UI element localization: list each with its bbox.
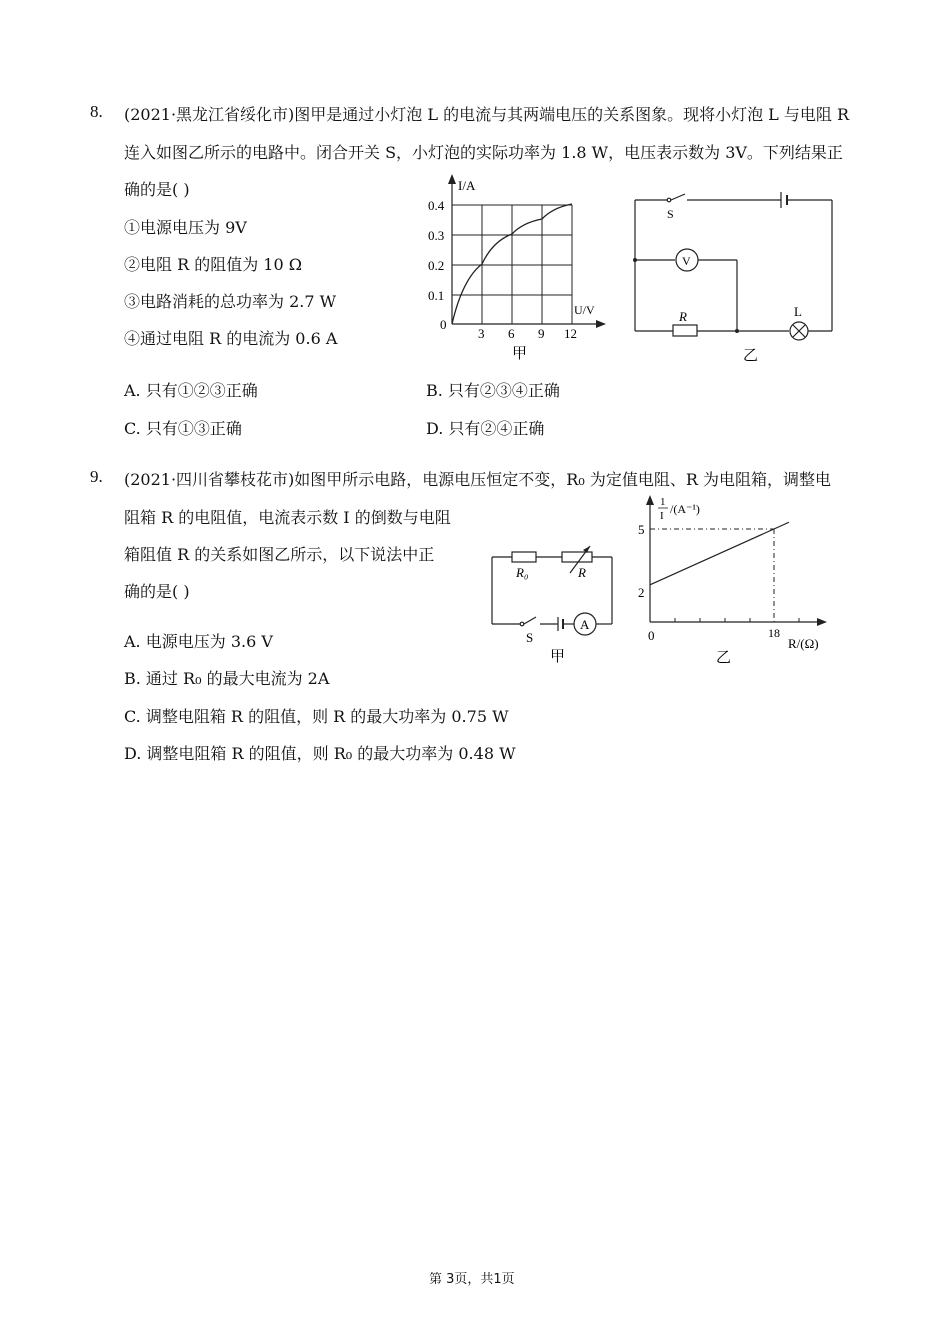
q8-graph-y-arrow	[448, 174, 456, 184]
q8-graph-x-arrow	[596, 320, 606, 328]
q9-resistance-box	[562, 552, 592, 562]
q9-option-c[interactable]: C. 调整电阻箱 R 的阻值，则 R 的最大功率为 0.75 W	[124, 707, 509, 726]
q9-inverse-current-graph	[632, 492, 844, 670]
q9-graph-y-tick-2: 2	[638, 585, 645, 600]
q8-graph-x-tick-6: 6	[508, 326, 515, 341]
q9-graph-x-label: R/(Ω)	[788, 636, 819, 651]
q9-stem-line3: 箱阻值 R 的关系如图乙所示，以下说法中正	[124, 545, 435, 564]
q8-graph-y-tick-0.2: 0.2	[428, 258, 445, 273]
q8-graph-x-label: U/V	[574, 303, 595, 317]
q8-item-1: ①电源电压为 9V	[124, 218, 247, 237]
q9-option-d[interactable]: D. 调整电阻箱 R 的阻值，则 R₀ 的最大功率为 0.48 W	[124, 744, 516, 763]
q8-iu-graph	[420, 172, 610, 364]
q8-lamp-label: L	[794, 304, 802, 319]
q9-r0-label: R₀	[516, 565, 529, 580]
q8-option-c[interactable]: C. 只有①③正确	[124, 419, 242, 438]
q9-graph-caption: 乙	[716, 650, 732, 666]
q9-ammeter-label: A	[580, 617, 590, 632]
q8-item-4: ④通过电阻 R 的电流为 0.6 A	[124, 329, 338, 348]
q8-option-b[interactable]: B. 只有②③④正确	[426, 381, 560, 400]
q8-voltmeter-label: V	[682, 254, 691, 268]
q8-item-3: ③电路消耗的总功率为 2.7 W	[124, 292, 337, 311]
q8-switch-blade	[671, 194, 685, 200]
q9-graph-y-arrow	[646, 495, 654, 505]
q9-stem-line1: (2021·四川省攀枝花市)如图甲所示电路，电源电压恒定不变，R₀ 为定值电阻、R 为电阻箱，调整电	[124, 470, 831, 489]
q8-switch-label: S	[667, 207, 674, 221]
q8-graph-origin: 0	[440, 317, 447, 332]
q9-graph-origin: 0	[648, 628, 655, 643]
q8-resistor-label: R	[679, 309, 687, 324]
q9-switch-blade	[524, 617, 536, 624]
q8-graph-caption: 甲	[512, 346, 528, 362]
q8-stem-line3: 确的是( )	[124, 180, 190, 199]
q9-r-label: R	[578, 565, 586, 580]
q9-option-b[interactable]: B. 通过 R₀ 的最大电流为 2A	[124, 669, 330, 688]
q8-graph-y-label: I/A	[458, 178, 476, 193]
q8-graph-y-tick-0.4: 0.4	[428, 198, 445, 213]
q9-graph-y-label-num: 1	[660, 496, 666, 508]
q8-junction-left	[633, 258, 637, 262]
q9-circuit-caption: 甲	[550, 649, 566, 665]
q9-circuit-diagram	[486, 545, 621, 667]
q9-graph-guide-lines	[650, 529, 774, 622]
q8-item-2: ②电阻 R 的阻值为 10 Ω	[124, 255, 303, 274]
q8-option-d[interactable]: D. 只有②④正确	[426, 419, 545, 438]
q8-graph-x-tick-9: 9	[538, 326, 545, 341]
q9-graph-y-unit: /(A⁻¹)	[670, 502, 700, 516]
q8-circuit-diagram	[625, 188, 840, 366]
q9-graph-x-tick-18: 18	[768, 626, 780, 640]
q8-junction-bottom	[735, 329, 739, 333]
q9-switch-label: S	[526, 630, 534, 645]
q8-resistor	[673, 325, 697, 336]
q9-graph-x-arrow	[817, 618, 827, 626]
q8-stem-line1: (2021·黑龙江省绥化市)图甲是通过小灯泡 L 的电流与其两端电压的关系图象。现将小灯泡 L 与电阻 R	[124, 105, 850, 124]
q9-option-a[interactable]: A. 电源电压为 3.6 V	[124, 632, 273, 651]
q9-stem-line4: 确的是( )	[124, 582, 190, 601]
q8-stem-line2: 连入如图乙所示的电路中。闭合开关 S，小灯泡的实际功率为 1.8 W，电压表示数为 3V。下列结果正	[124, 143, 843, 162]
q9-stem-line2: 阻箱 R 的电阻值，电流表示数 I 的倒数与电阻	[124, 508, 451, 527]
q8-graph-y-tick-0.3: 0.3	[428, 228, 445, 243]
q9-graph-y-label-den: I	[660, 510, 664, 522]
q8-graph-x-tick-12: 12	[564, 326, 577, 341]
q8-circuit-caption: 乙	[743, 348, 759, 364]
q8-graph-x-tick-3: 3	[478, 326, 485, 341]
q8-number: 8.	[90, 102, 103, 121]
page-footer: 第 3页，共1页	[429, 1272, 515, 1287]
q8-graph-grid	[452, 205, 572, 324]
q9-r0-resistor	[512, 552, 536, 562]
q8-option-a[interactable]: A. 只有①②③正确	[124, 381, 258, 400]
q9-inverse-current-line	[650, 522, 789, 585]
q8-graph-y-tick-0.1: 0.1	[428, 288, 445, 303]
q9-graph-y-tick-5: 5	[638, 522, 645, 537]
q9-number: 9.	[90, 467, 103, 486]
